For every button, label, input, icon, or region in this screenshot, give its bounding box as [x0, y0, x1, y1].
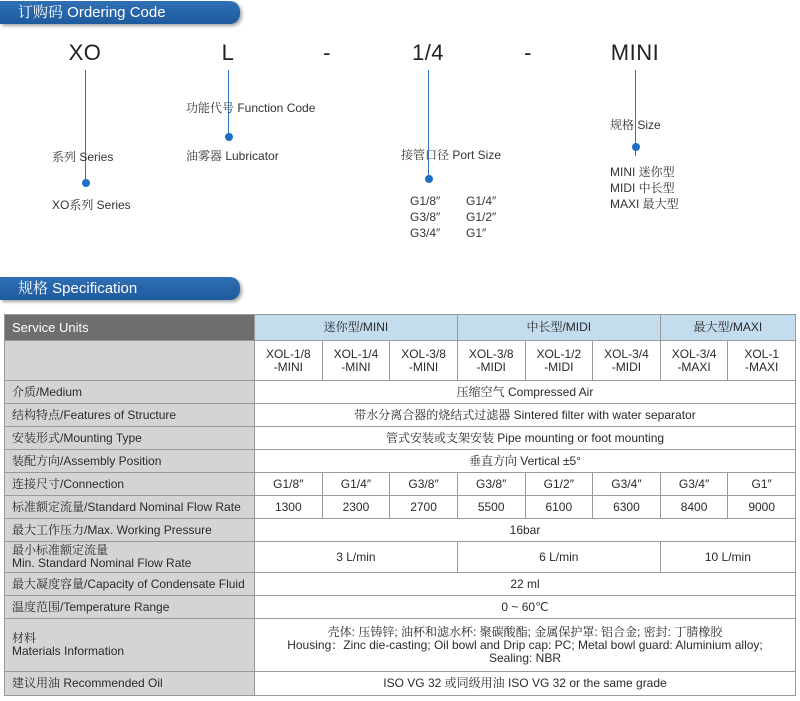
row-label: 结构特点/Features of Structure	[5, 404, 255, 427]
group-midi-header: 中长型/MIDI	[457, 315, 660, 341]
port-value: G1″	[466, 226, 487, 240]
flow-cell: 5500	[457, 496, 525, 519]
row-value: 22 ml	[255, 573, 796, 596]
size-label: 规格 Size	[610, 118, 661, 132]
flow-cell: 6100	[525, 496, 593, 519]
connection-cell: G3/8″	[457, 473, 525, 496]
model-cell: XOL-1/8 -MINI	[255, 341, 323, 381]
code-size: MINI	[610, 40, 660, 65]
ordering-code-banner: 订购码 Ordering Code	[0, 1, 240, 24]
row-label	[5, 542, 255, 573]
model-cell: XOL-3/4 -MAXI	[660, 341, 728, 381]
port-dot	[425, 175, 433, 183]
row-label: 安装形式/Mounting Type	[5, 427, 255, 450]
flow-cell: 8400	[660, 496, 728, 519]
table-row	[5, 381, 796, 404]
materials-value	[255, 619, 796, 672]
port-value: G1/8″	[410, 194, 441, 208]
port-value: G1/4″	[466, 194, 497, 208]
connection-cell: G1/8″	[255, 473, 323, 496]
service-units-header: Service Units	[5, 315, 255, 341]
size-value: MAXI 最大型	[610, 197, 679, 211]
model-cell: XOL-1/4 -MINI	[322, 341, 390, 381]
function-label: 功能代号 Function Code	[186, 101, 316, 115]
table-row	[5, 404, 796, 427]
flow-cell: 1300	[255, 496, 323, 519]
connection-cell: G3/4″	[660, 473, 728, 496]
table-row	[5, 596, 796, 619]
row-label	[5, 619, 255, 672]
row-value: 16bar	[255, 519, 796, 542]
size-value: MIDI 中长型	[610, 181, 675, 195]
model-cell: XOL-3/8 -MINI	[390, 341, 458, 381]
series-label: 系列 Series	[52, 150, 114, 164]
materials-line-cn: 壳体: 压铸锌; 油杯和滤水杯: 聚碳酸酯; 金属保护罩: 铝合金; 密封: 丁腈橡胶	[327, 624, 723, 639]
table-row	[5, 450, 796, 473]
row-value: 管式安装或支架安装 Pipe mounting or foot mounting	[255, 427, 796, 450]
series-value: XO系列 Series	[52, 198, 131, 212]
table-row	[5, 496, 796, 519]
table-row	[5, 315, 796, 341]
flow-cell: 2700	[390, 496, 458, 519]
flow-cell: 6300	[593, 496, 661, 519]
table-row	[5, 341, 796, 381]
model-cell: XOL-3/4 -MIDI	[593, 341, 661, 381]
minflow-cell: 3 L/min	[255, 542, 458, 573]
row-label: 温度范围/Temperature Range	[5, 596, 255, 619]
specification-table	[4, 314, 796, 696]
row-value: 带水分离合器的烧结式过滤器 Sintered filter with water separator	[255, 404, 796, 427]
table-row	[5, 573, 796, 596]
minflow-cell: 6 L/min	[457, 542, 660, 573]
port-value: G3/8″	[410, 210, 441, 224]
table-row	[5, 542, 796, 573]
table-row	[5, 473, 796, 496]
code-dash-1: -	[323, 40, 331, 65]
minflow-label-en: Min. Standard Nominal Flow Rate	[12, 556, 192, 570]
port-value: G3/4″	[410, 226, 441, 240]
row-label: 建议用油 Recommended Oil	[5, 672, 255, 696]
model-cell: XOL-1/2 -MIDI	[525, 341, 593, 381]
materials-label-en: Materials Information	[12, 644, 125, 658]
specification-banner: 规格 Specification	[0, 277, 240, 300]
row-label: 装配方向/Assembly Position	[5, 450, 255, 473]
port-value: G1/2″	[466, 210, 497, 224]
code-port: 1/4	[411, 40, 445, 65]
function-value: 油雾器 Lubricator	[186, 149, 279, 163]
materials-line-en: Housing：Zinc die-casting; Oil bowl and Drip cap: PC; Metal bowl guard: Aluminium alloy;	[287, 637, 763, 652]
row-label: 最大工作压力/Max. Working Pressure	[5, 519, 255, 542]
row-value: 0 ~ 60℃	[255, 596, 796, 619]
function-dot	[225, 133, 233, 141]
port-label: 接管口径 Port Size	[401, 148, 502, 162]
row-label: 标准额定流量/Standard Nominal Flow Rate	[5, 496, 255, 519]
connection-cell: G1″	[728, 473, 796, 496]
group-maxi-header: 最大型/MAXI	[660, 315, 795, 341]
code-series: XO	[68, 40, 102, 65]
row-label: 介质/Medium	[5, 381, 255, 404]
connection-cell: G3/8″	[390, 473, 458, 496]
materials-label-cn: 材料	[12, 631, 37, 645]
code-function: L	[221, 40, 235, 65]
row-label: 最大凝度容量/Capacity of Condensate Fluid	[5, 573, 255, 596]
size-dot	[632, 143, 640, 151]
table-row	[5, 619, 796, 672]
connection-cell: G1/4″	[322, 473, 390, 496]
connection-cell: G3/4″	[593, 473, 661, 496]
model-cell: XOL-1 -MAXI	[728, 341, 796, 381]
table-row	[5, 427, 796, 450]
flow-cell: 2300	[322, 496, 390, 519]
size-value: MINI 迷你型	[610, 165, 675, 179]
row-label: 连接尺寸/Connection	[5, 473, 255, 496]
table-row	[5, 672, 796, 696]
model-cell: XOL-3/8 -MIDI	[457, 341, 525, 381]
flow-cell: 9000	[728, 496, 796, 519]
minflow-label-cn: 最小标准额定流量	[12, 543, 109, 557]
materials-line-seal: Sealing: NBR	[488, 650, 562, 665]
minflow-cell: 10 L/min	[660, 542, 795, 573]
connection-cell: G1/2″	[525, 473, 593, 496]
group-mini-header: 迷你型/MINI	[255, 315, 458, 341]
model-label-cell	[5, 341, 255, 381]
table-row	[5, 519, 796, 542]
row-value: 压缩空气 Compressed Air	[255, 381, 796, 404]
code-dash-2: -	[524, 40, 532, 65]
series-dot	[82, 179, 90, 187]
row-value: 垂直方向 Vertical ±5°	[255, 450, 796, 473]
row-value: ISO VG 32 或同级用油 ISO VG 32 or the same grade	[255, 672, 796, 696]
